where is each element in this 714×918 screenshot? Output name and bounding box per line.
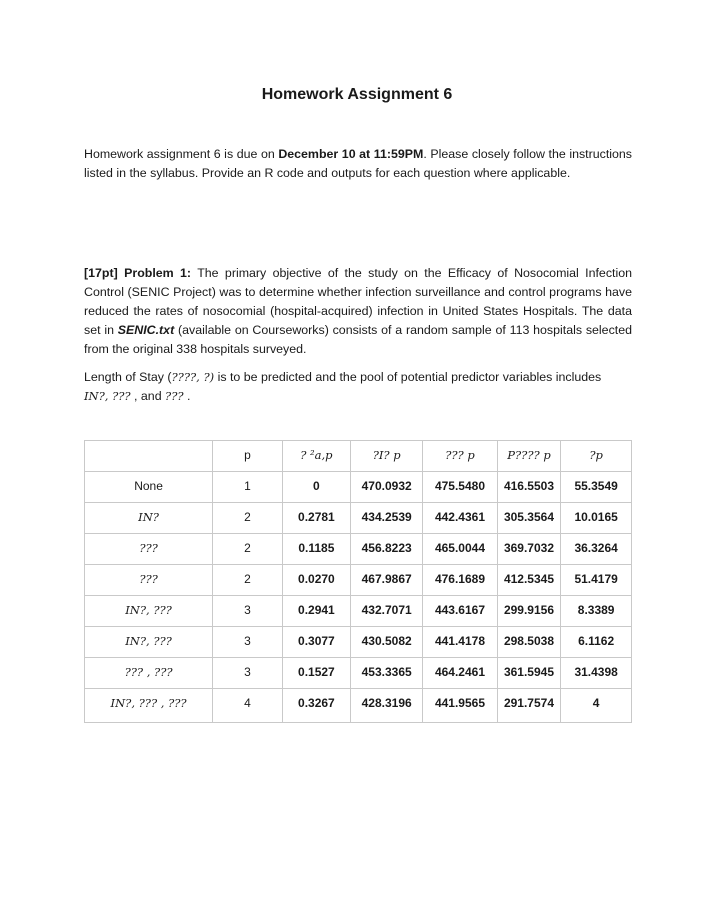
value-cell: 456.8223 [351,534,423,565]
value-cell: 0.3077 [282,627,350,658]
value-cell: 467.9867 [351,565,423,596]
value-cell: 464.2461 [423,658,497,689]
value-cell: 434.2539 [351,503,423,534]
value-cell: 453.3365 [351,658,423,689]
predictor-symbol-2: ??? [165,389,184,403]
variables-cell: IN?, ??? [85,627,213,658]
value-cell: 470.0932 [351,472,423,503]
value-cell: 291.7574 [497,689,561,723]
value-cell: 428.3196 [351,689,423,723]
variables-cell: None [85,472,213,503]
intro-paragraph [84,145,632,183]
header-cell: ??? p [423,441,497,472]
value-cell: 361.5945 [497,658,561,689]
response-symbol: ????, ?) [171,370,215,384]
p-cell: 2 [213,565,283,596]
p-cell: 4 [213,689,283,723]
value-cell: 299.9156 [497,596,561,627]
due-date: December 10 at 11:59PM [278,147,424,161]
model-selection-table [84,440,632,723]
variables-cell: ??? [85,565,213,596]
variables-cell: IN? [85,503,213,534]
table-row [85,534,632,565]
header-cell: p [213,441,283,472]
header-cell: ?I? p [351,441,423,472]
value-cell: 0.2781 [282,503,350,534]
variables-cell: IN?, ??? , ??? [85,689,213,723]
value-cell: 0.1185 [282,534,350,565]
value-cell: 55.3549 [561,472,632,503]
predictor-and: , and [130,389,166,403]
p-cell: 2 [213,534,283,565]
value-cell: 432.7071 [351,596,423,627]
table-row [85,472,632,503]
value-cell: 430.5082 [351,627,423,658]
value-cell: 36.3264 [561,534,632,565]
value-cell: 31.4398 [561,658,632,689]
value-cell: 465.0044 [423,534,497,565]
dataset-filename: SENIC.txt [117,323,175,337]
p-cell: 3 [213,596,283,627]
problem-points: [17pt] [84,266,118,280]
header-cell: P???? p [497,441,561,472]
page-title: Homework Assignment 6 [261,86,453,103]
value-cell: 0 [282,472,350,503]
predictor-lead: Length of Stay ( [84,370,172,384]
problem-text-start: The primary objective of the study on the Efficacy of Nosocomial Infection Control (SENIC Project) was to determine whether infection surveillance and control programs have reduced the rates of nosocomial (hospital-acquired) infection in United States Hospitals. The data set in [84,266,632,337]
predictor-paragraph [84,368,632,406]
table-header-row [85,441,632,472]
table-row [85,627,632,658]
value-cell: 0.3267 [282,689,350,723]
header-cell: ?p [561,441,632,472]
problem-label: Problem 1: [124,266,192,280]
variables-cell: ??? [85,534,213,565]
value-cell: 416.5503 [497,472,561,503]
intro-text-end: . Please closely follow the instructions listed in the syllabus. Provide an R code and outputs for each question where applicable. [84,147,632,180]
p-cell: 3 [213,658,283,689]
predictor-end: . [183,389,191,403]
value-cell: 8.3389 [561,596,632,627]
value-cell: 51.4179 [561,565,632,596]
table-row [85,503,632,534]
variables-cell: ??? , ??? [85,658,213,689]
value-cell: 0.0270 [282,565,350,596]
header-cell: ? ²a,p [282,441,350,472]
header-cell [85,441,213,472]
value-cell: 4 [561,689,632,723]
table-row [85,565,632,596]
value-cell: 476.1689 [423,565,497,596]
value-cell: 412.5345 [497,565,561,596]
p-cell: 2 [213,503,283,534]
problem-text-end: (available on Courseworks) consists of a random sample of 113 hospitals selected from the original 338 hospitals surveyed. [84,323,632,356]
value-cell: 0.1527 [282,658,350,689]
predictor-symbol-1: IN?, ??? [84,389,131,403]
value-cell: 441.4178 [423,627,497,658]
value-cell: 10.0165 [561,503,632,534]
value-cell: 0.2941 [282,596,350,627]
intro-text-start: Homework assignment 6 is due on [84,147,279,161]
table-row [85,658,632,689]
value-cell: 305.3564 [497,503,561,534]
value-cell: 475.5480 [423,472,497,503]
p-cell: 3 [213,627,283,658]
problem-paragraph [84,264,632,359]
table-row [85,689,632,723]
variables-cell: IN?, ??? [85,596,213,627]
value-cell: 6.1162 [561,627,632,658]
table-row [85,596,632,627]
value-cell: 443.6167 [423,596,497,627]
value-cell: 369.7032 [497,534,561,565]
value-cell: 442.4361 [423,503,497,534]
predictor-mid: is to be predicted and the pool of potential predictor variables includes [214,370,602,384]
value-cell: 298.5038 [497,627,561,658]
value-cell: 441.9565 [423,689,497,723]
p-cell: 1 [213,472,283,503]
